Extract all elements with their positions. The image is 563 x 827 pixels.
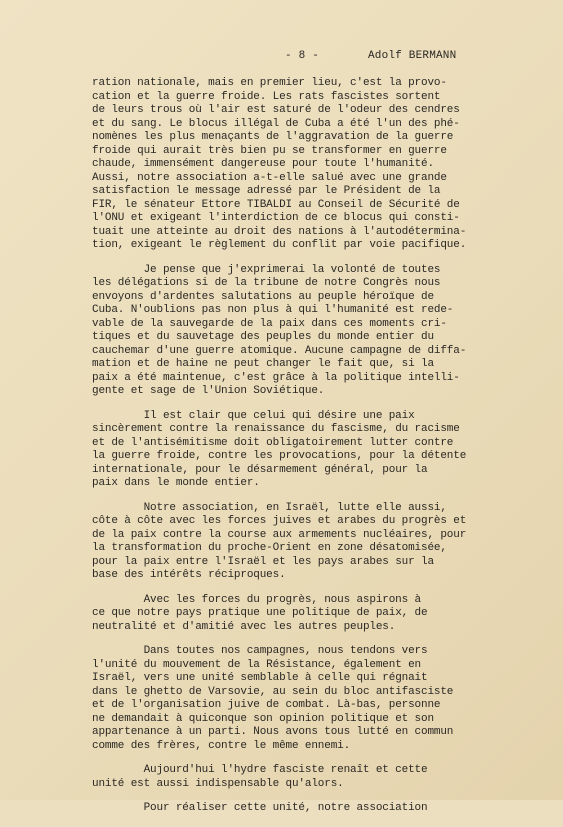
text-line: base des intérêts réciproques.: [92, 569, 286, 581]
text-line: et du sang. Le blocus illégal de Cuba a été l'un des phé-: [92, 117, 460, 130]
text-line: la transformation du proche-Orient en zone désatomisée,: [92, 542, 447, 554]
text-line: cation et la guerre froide. Les rats fascistes sortent: [92, 90, 441, 103]
paragraph: [92, 410, 512, 491]
text-line: et de l'organisation juive de combat. Là-bas, personne: [92, 699, 441, 711]
text-line: Il est clair que celui qui désire une paix: [143, 409, 415, 422]
text-line: de la paix contre la course aux armements nucléaires, pour: [92, 528, 467, 541]
text-line: satisfaction le message adressé par le Président de la: [92, 185, 441, 197]
paragraph: [92, 502, 512, 583]
text-line: Je pense que j'exprimerai la volonté de toutes: [143, 263, 441, 276]
text-line: Pour réaliser cette unité, notre association: [143, 802, 428, 814]
text-line: envoyons d'ardentes salutations au peuple héroïque de: [92, 290, 434, 303]
text-line: et de l'antisémitisme doit obligatoirement lutter contre: [92, 436, 454, 449]
text-line: les délégations si de la tribune de notre Congrès nous: [92, 277, 441, 289]
text-line: nomènes les plus menaçants de l'aggravation de la guerre: [92, 131, 454, 143]
text-line: de leurs trous où l'air est saturé de l'odeur des cendres: [92, 104, 460, 116]
text-line: vable de la sauvegarde de la paix dans ces moments cri-: [92, 317, 447, 330]
text-line: comme des frères, contre le même ennemi.: [92, 739, 351, 752]
text-line: Aussi, notre association a-t-elle salué avec une grande: [92, 171, 447, 184]
text-line: tiques et du sauvetage des peuples du monde entier du: [92, 331, 434, 343]
text-line: l'ONU et exigeant l'interdiction de ce blocus qui consti-: [92, 212, 460, 224]
text-line: ne demandait à quiconque son opinion politique et son: [92, 712, 434, 725]
text-line: dans le ghetto de Varsovie, au sein du bloc antifasciste: [92, 685, 454, 698]
text-line: gente et sage de l'Union Soviétique.: [92, 385, 325, 397]
author-name: Adolf BERMANN: [368, 50, 457, 62]
text-line: chaude, immensément dangereuse pour toute l'humanité.: [92, 158, 434, 170]
text-line: internationale, pour le désarmement général, pour la: [92, 463, 428, 476]
document-body: [92, 77, 512, 827]
text-line: froide qui aurait très bien pu se transformer en guerre: [92, 144, 447, 157]
text-line: ce que notre pays pratique une politique de paix, de: [92, 607, 428, 619]
paragraph: [92, 802, 512, 816]
text-line: unité est aussi indispensable qu'alors.: [92, 777, 344, 790]
text-line: tion, exigeant le règlement du conflit par voie pacifique.: [92, 239, 467, 251]
text-line: cauchemar d'une guerre atomique. Aucune campagne de diffa-: [92, 344, 467, 357]
text-line: pour la paix entre l'Israël et les pays arabes sur la: [92, 555, 434, 568]
text-line: Notre association, en Israël, lutte elle aussi,: [143, 501, 447, 514]
paragraph: [92, 77, 512, 253]
text-line: ration nationale, mais en premier lieu, c'est la provo-: [92, 77, 447, 89]
text-line: appartenance à un parti. Nous avons tous lutté en commun: [92, 726, 454, 738]
text-line: FIR, le sénateur Ettore TIBALDI au Conseil de Sécurité de: [92, 198, 460, 211]
text-line: Cuba. N'oublions pas non plus à qui l'humanité est rede-: [92, 304, 454, 316]
paragraph: [92, 645, 512, 753]
text-line: sincèrement contre la renaissance du fascisme, du racisme: [92, 423, 460, 435]
page-number: - 8 -: [285, 50, 320, 62]
text-line: tuait une atteinte au droit des nations à l'autodétermina-: [92, 225, 467, 238]
paragraph: [92, 264, 512, 399]
text-line: Avec les forces du progrès, nous aspirons à: [143, 593, 421, 606]
paragraph: [92, 594, 512, 635]
text-line: mation et de haine ne peut changer le fait que, si la: [92, 358, 434, 370]
paragraph: [92, 764, 512, 791]
text-line: l'unité du mouvement de la Résistance, également en: [92, 658, 422, 671]
text-line: la guerre froide, contre les provocations, pour la détente: [92, 450, 467, 462]
text-line: côte à côte avec les forces juives et arabes du progrès et: [92, 515, 467, 527]
text-line: Aujourd'hui l'hydre fasciste renaît et cette: [143, 764, 428, 776]
text-line: paix a été maintenue, c'est grâce à la politique intelli-: [92, 371, 460, 384]
text-line: paix dans le monde entier.: [92, 477, 260, 489]
text-line: neutralité et d'amitié avec les autres peuples.: [92, 620, 396, 633]
text-line: Dans toutes nos campagnes, nous tendons vers: [143, 645, 428, 657]
page-header: [0, 50, 563, 64]
text-line: Israël, vers une unité semblable à celle qui régnait: [92, 672, 428, 684]
